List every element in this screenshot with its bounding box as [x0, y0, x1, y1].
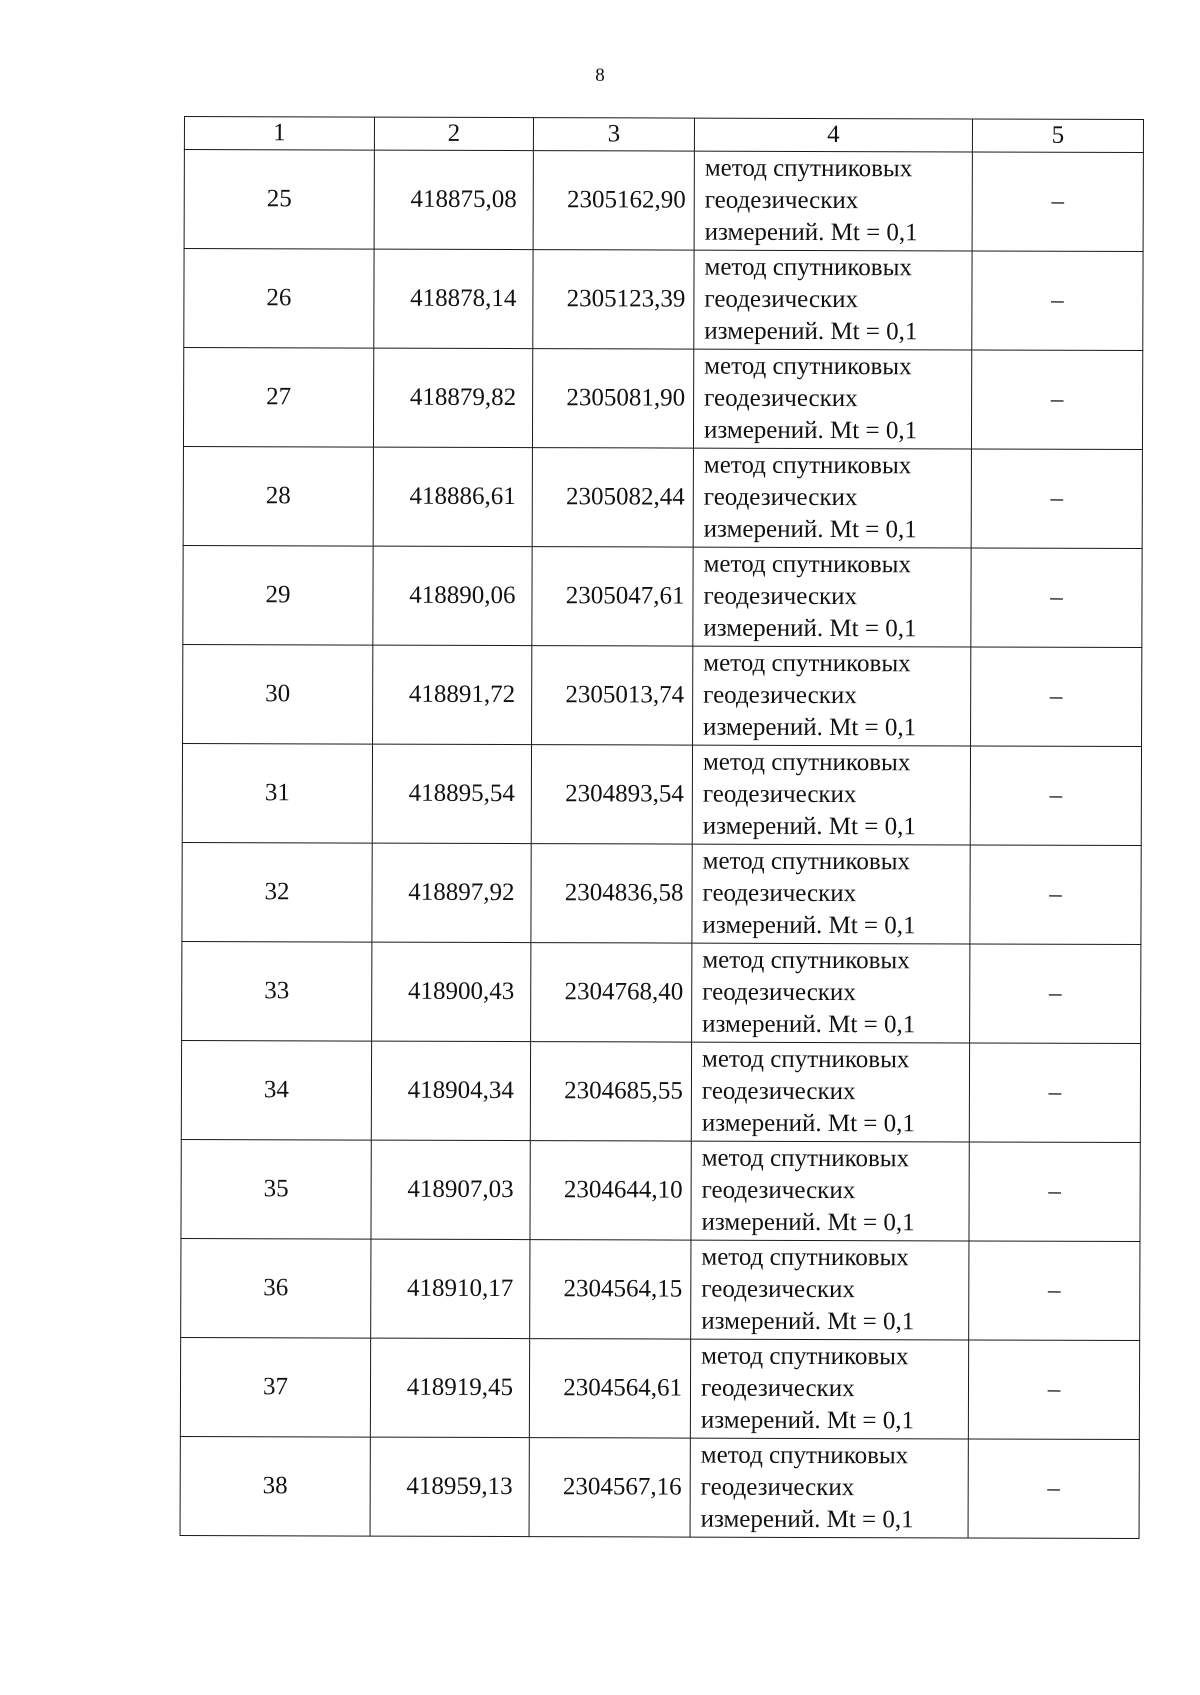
y-coordinate-cell: 2305082,44	[532, 448, 693, 548]
method-line: метод спутниковых	[701, 1243, 909, 1272]
point-number-cell: 29	[183, 545, 373, 645]
method-line: метод спутниковых	[704, 352, 912, 381]
page-number: 8	[595, 65, 605, 86]
x-coordinate-cell: 418959,13	[370, 1437, 529, 1536]
point-number-cell: 32	[182, 842, 372, 942]
y-coordinate-cell: 2304567,16	[529, 1438, 690, 1538]
x-coordinate-cell: 418875,08	[374, 150, 533, 249]
note-cell: –	[970, 944, 1141, 1044]
method-cell	[691, 1042, 969, 1142]
header-cell-3: 3	[533, 118, 694, 152]
y-coordinate-cell: 2304893,54	[531, 745, 692, 845]
table-row	[183, 348, 1142, 450]
method-line: геодезических	[702, 780, 857, 809]
method-line: геодезических	[701, 1176, 856, 1205]
method-line: метод спутниковых	[703, 649, 911, 678]
y-coordinate-cell: 2304685,55	[530, 1042, 691, 1142]
method-line: метод спутниковых	[701, 1342, 909, 1371]
y-coordinate-cell: 2304768,40	[531, 943, 692, 1043]
method-cell	[693, 646, 971, 746]
method-line: измерений. Mt = 0,1	[701, 1109, 915, 1138]
x-coordinate-cell: 418879,82	[373, 348, 532, 447]
method-line: измерений. Mt = 0,1	[703, 614, 917, 643]
table-row	[181, 1238, 1140, 1340]
method-line: измерений. Mt = 0,1	[703, 416, 918, 445]
table-row	[180, 1337, 1139, 1439]
x-coordinate-cell: 418897,92	[372, 843, 531, 942]
method-line: геодезических	[701, 1077, 856, 1106]
method-line: измерений. Mt = 0,1	[703, 515, 917, 544]
point-number-cell: 37	[180, 1337, 370, 1437]
method-line: измерений. Mt = 0,1	[700, 1505, 914, 1534]
method-line: геодезических	[704, 186, 859, 215]
point-number-cell: 30	[183, 644, 373, 744]
note-cell: –	[971, 647, 1142, 747]
table-row	[184, 150, 1143, 252]
method-line: метод спутниковых	[701, 1045, 910, 1074]
method-line: метод спутниковых	[702, 847, 911, 876]
coordinates-table	[180, 116, 1144, 1539]
point-number-cell: 31	[182, 743, 372, 843]
note-cell: –	[972, 152, 1143, 252]
y-coordinate-cell: 2304564,15	[530, 1240, 691, 1340]
y-coordinate-cell: 2304644,10	[530, 1141, 691, 1241]
point-number-cell: 27	[183, 348, 373, 448]
note-cell: –	[969, 1043, 1140, 1143]
note-cell: –	[968, 1340, 1139, 1440]
method-cell	[692, 745, 970, 845]
x-coordinate-cell: 418895,54	[372, 744, 531, 843]
method-line: метод спутниковых	[702, 748, 911, 777]
method-line: метод спутниковых	[703, 550, 912, 579]
table-row	[183, 545, 1142, 647]
point-number-cell: 28	[183, 446, 373, 546]
x-coordinate-cell: 418904,34	[371, 1041, 530, 1140]
x-coordinate-cell: 418910,17	[371, 1239, 530, 1338]
point-number-cell: 25	[184, 150, 374, 250]
method-line: геодезических	[703, 681, 857, 710]
note-cell: –	[968, 1439, 1139, 1539]
header-cell-5: 5	[972, 119, 1143, 153]
y-coordinate-cell: 2304836,58	[531, 844, 692, 944]
method-line: измерений. Mt = 0,1	[704, 317, 918, 346]
point-number-cell: 38	[180, 1436, 370, 1536]
method-line: геодезических	[700, 1374, 855, 1403]
x-coordinate-cell: 418907,03	[371, 1140, 530, 1239]
point-number-cell: 26	[184, 249, 374, 349]
method-line: геодезических	[702, 978, 856, 1007]
point-number-cell: 35	[181, 1139, 371, 1239]
header-cell-1: 1	[184, 117, 374, 151]
method-line: геодезических	[700, 1473, 855, 1502]
table-row	[182, 941, 1141, 1043]
y-coordinate-cell: 2305081,90	[532, 349, 693, 449]
point-number-cell: 34	[181, 1040, 371, 1140]
method-cell	[694, 151, 972, 251]
note-cell: –	[971, 449, 1142, 549]
table-row	[184, 249, 1143, 351]
method-cell	[693, 448, 971, 548]
method-cell	[692, 844, 970, 944]
method-cell	[690, 1339, 968, 1439]
table-row	[181, 1040, 1140, 1142]
method-line: геодезических	[703, 582, 858, 611]
header-cell-4: 4	[694, 118, 972, 152]
x-coordinate-cell: 418891,72	[373, 645, 532, 744]
point-number-cell: 33	[182, 941, 372, 1041]
table-row	[183, 644, 1142, 746]
method-line: измерений. Mt = 0,1	[700, 1406, 915, 1435]
x-coordinate-cell: 418878,14	[374, 249, 533, 348]
method-cell	[692, 943, 970, 1043]
table-body	[180, 117, 1143, 1539]
method-line: измерений. Mt = 0,1	[703, 713, 917, 742]
point-number-cell: 36	[181, 1238, 371, 1338]
y-coordinate-cell: 2305162,90	[533, 151, 694, 251]
method-line: измерений. Mt = 0,1	[704, 218, 918, 247]
x-coordinate-cell: 418919,45	[370, 1338, 529, 1437]
method-line: геодезических	[703, 483, 858, 512]
y-coordinate-cell: 2305013,74	[532, 646, 693, 746]
note-cell: –	[969, 1241, 1140, 1341]
x-coordinate-cell: 418900,43	[372, 942, 531, 1041]
method-line: метод спутниковых	[700, 1441, 909, 1470]
table-row	[182, 842, 1141, 944]
method-cell	[694, 250, 972, 350]
method-line: геодезических	[701, 1275, 855, 1304]
note-cell: –	[971, 548, 1142, 648]
table-row	[183, 446, 1142, 548]
method-cell	[691, 1240, 969, 1340]
method-line: измерений. Mt = 0,1	[702, 812, 916, 841]
y-coordinate-cell: 2305047,61	[532, 547, 693, 647]
note-cell: –	[969, 1142, 1140, 1242]
method-line: измерений. Mt = 0,1	[701, 1307, 915, 1336]
note-cell: –	[970, 845, 1141, 945]
method-line: метод спутниковых	[703, 451, 912, 480]
note-cell: –	[972, 251, 1143, 351]
method-line: измерений. Mt = 0,1	[701, 1208, 915, 1237]
table-row	[181, 1139, 1140, 1241]
table-header-row	[184, 117, 1143, 153]
method-line: измерений. Mt = 0,1	[702, 911, 916, 940]
header-cell-2: 2	[374, 117, 533, 150]
method-line: геодезических	[704, 285, 859, 314]
method-line: метод спутниковых	[704, 154, 913, 183]
y-coordinate-cell: 2304564,61	[529, 1339, 690, 1439]
table-row	[182, 743, 1141, 845]
x-coordinate-cell: 418890,06	[373, 546, 532, 645]
method-cell	[693, 547, 971, 647]
method-cell	[690, 1438, 968, 1538]
method-line: измерений. Mt = 0,1	[702, 1010, 916, 1039]
method-cell	[693, 349, 971, 449]
method-line: метод спутниковых	[701, 1144, 910, 1173]
method-line: метод спутниковых	[702, 946, 910, 975]
method-cell	[691, 1141, 969, 1241]
table-row	[180, 1436, 1139, 1538]
y-coordinate-cell: 2305123,39	[533, 250, 694, 350]
method-line: геодезических	[704, 384, 858, 413]
note-cell: –	[970, 746, 1141, 846]
x-coordinate-cell: 418886,61	[373, 447, 532, 546]
method-line: метод спутниковых	[704, 253, 912, 282]
note-cell: –	[971, 350, 1142, 450]
method-line: геодезических	[702, 879, 857, 908]
